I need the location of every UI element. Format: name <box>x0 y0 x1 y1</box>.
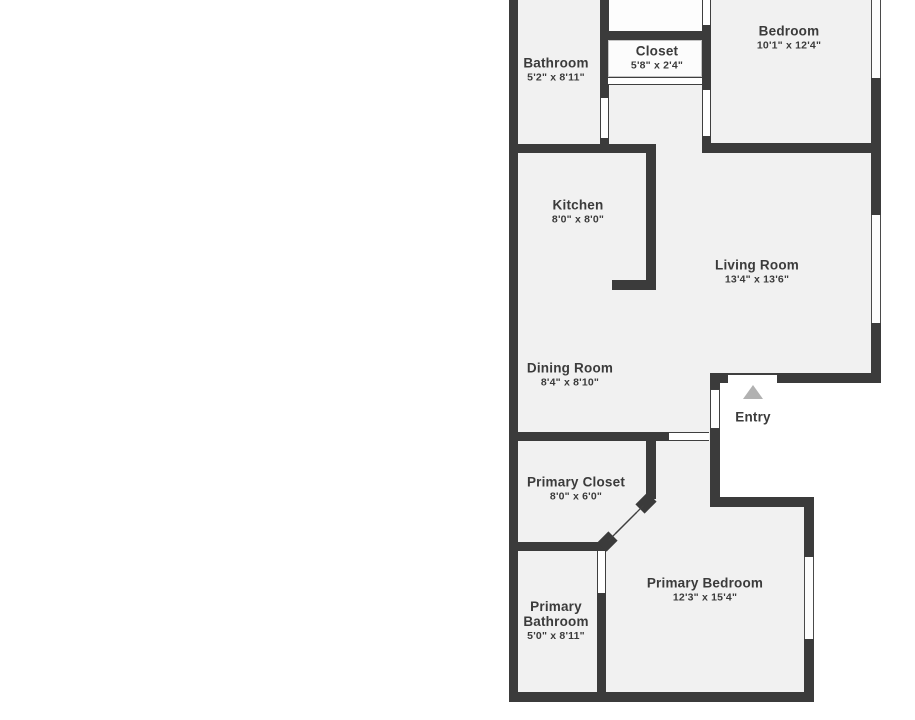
wall-segment <box>509 692 814 702</box>
wall-segment <box>646 144 656 290</box>
bedroom-door-opening <box>702 90 711 136</box>
room-label-living-room <box>715 258 799 287</box>
wall-segment <box>612 280 656 290</box>
entry-door-leaf <box>710 389 720 429</box>
wall-segment <box>702 25 711 92</box>
room-name: Dining Room <box>526 360 614 376</box>
room-name: Closet <box>635 43 679 59</box>
room-label-kitchen <box>552 198 604 227</box>
room-dimensions: 13'4" x 13'6" <box>724 273 790 286</box>
wall-segment <box>646 441 656 499</box>
room-label-closet <box>631 44 683 73</box>
room-label-bedroom <box>757 24 821 53</box>
room-dimensions: 12'3" x 15'4" <box>672 591 738 604</box>
wall-segment <box>509 144 656 153</box>
wall-segment <box>509 542 607 551</box>
room-name: Bathroom <box>523 55 589 71</box>
upper-closet-area <box>609 0 702 32</box>
room-name: Primary Bathroom <box>523 599 589 629</box>
room-dimensions: 8'0" x 6'0" <box>549 490 603 503</box>
room-dimensions: 5'2" x 8'11" <box>527 71 585 84</box>
entry-direction-icon <box>743 385 763 399</box>
bathroom-door-opening <box>600 98 609 138</box>
wall-segment <box>710 373 728 383</box>
room-dimensions: 5'8" x 2'4" <box>630 59 684 72</box>
hall-passage-opening <box>669 432 709 441</box>
room-name: Entry <box>735 409 771 425</box>
primary-bedroom-window <box>804 557 814 639</box>
wall-segment <box>600 31 711 40</box>
room-dimensions: 5'0" x 8'11" <box>527 630 585 642</box>
wall-segment <box>509 432 669 441</box>
room-dimensions: 10'1" x 12'4" <box>756 39 822 52</box>
wall-segment <box>777 373 881 383</box>
room-name: Bedroom <box>758 23 820 39</box>
room-name: Living Room <box>715 257 799 273</box>
wall-segment <box>509 0 518 702</box>
room-label-entry <box>735 410 771 425</box>
room-label-primary-closet <box>527 475 625 504</box>
primary-bathroom-door-opening <box>597 551 606 593</box>
room-dimensions: 8'4" x 8'10" <box>540 376 600 389</box>
door-opening <box>702 0 711 25</box>
room-dimensions: 8'0" x 8'0" <box>551 213 605 226</box>
wall-segment <box>702 143 881 153</box>
room-label-primary-bedroom <box>647 576 763 605</box>
living-room-window <box>871 215 881 323</box>
room-name: Primary Bedroom <box>646 575 764 591</box>
room-label-bathroom <box>523 56 588 85</box>
room-name: Kitchen <box>552 197 604 213</box>
bedroom-window <box>871 0 881 78</box>
room-name: Primary Closet <box>526 474 626 490</box>
room-label-dining-room <box>527 361 613 390</box>
closet-door <box>608 77 702 85</box>
wall-segment <box>717 497 814 507</box>
room-label-primary-bathroom <box>510 599 602 643</box>
entry-door-opening <box>728 373 777 383</box>
